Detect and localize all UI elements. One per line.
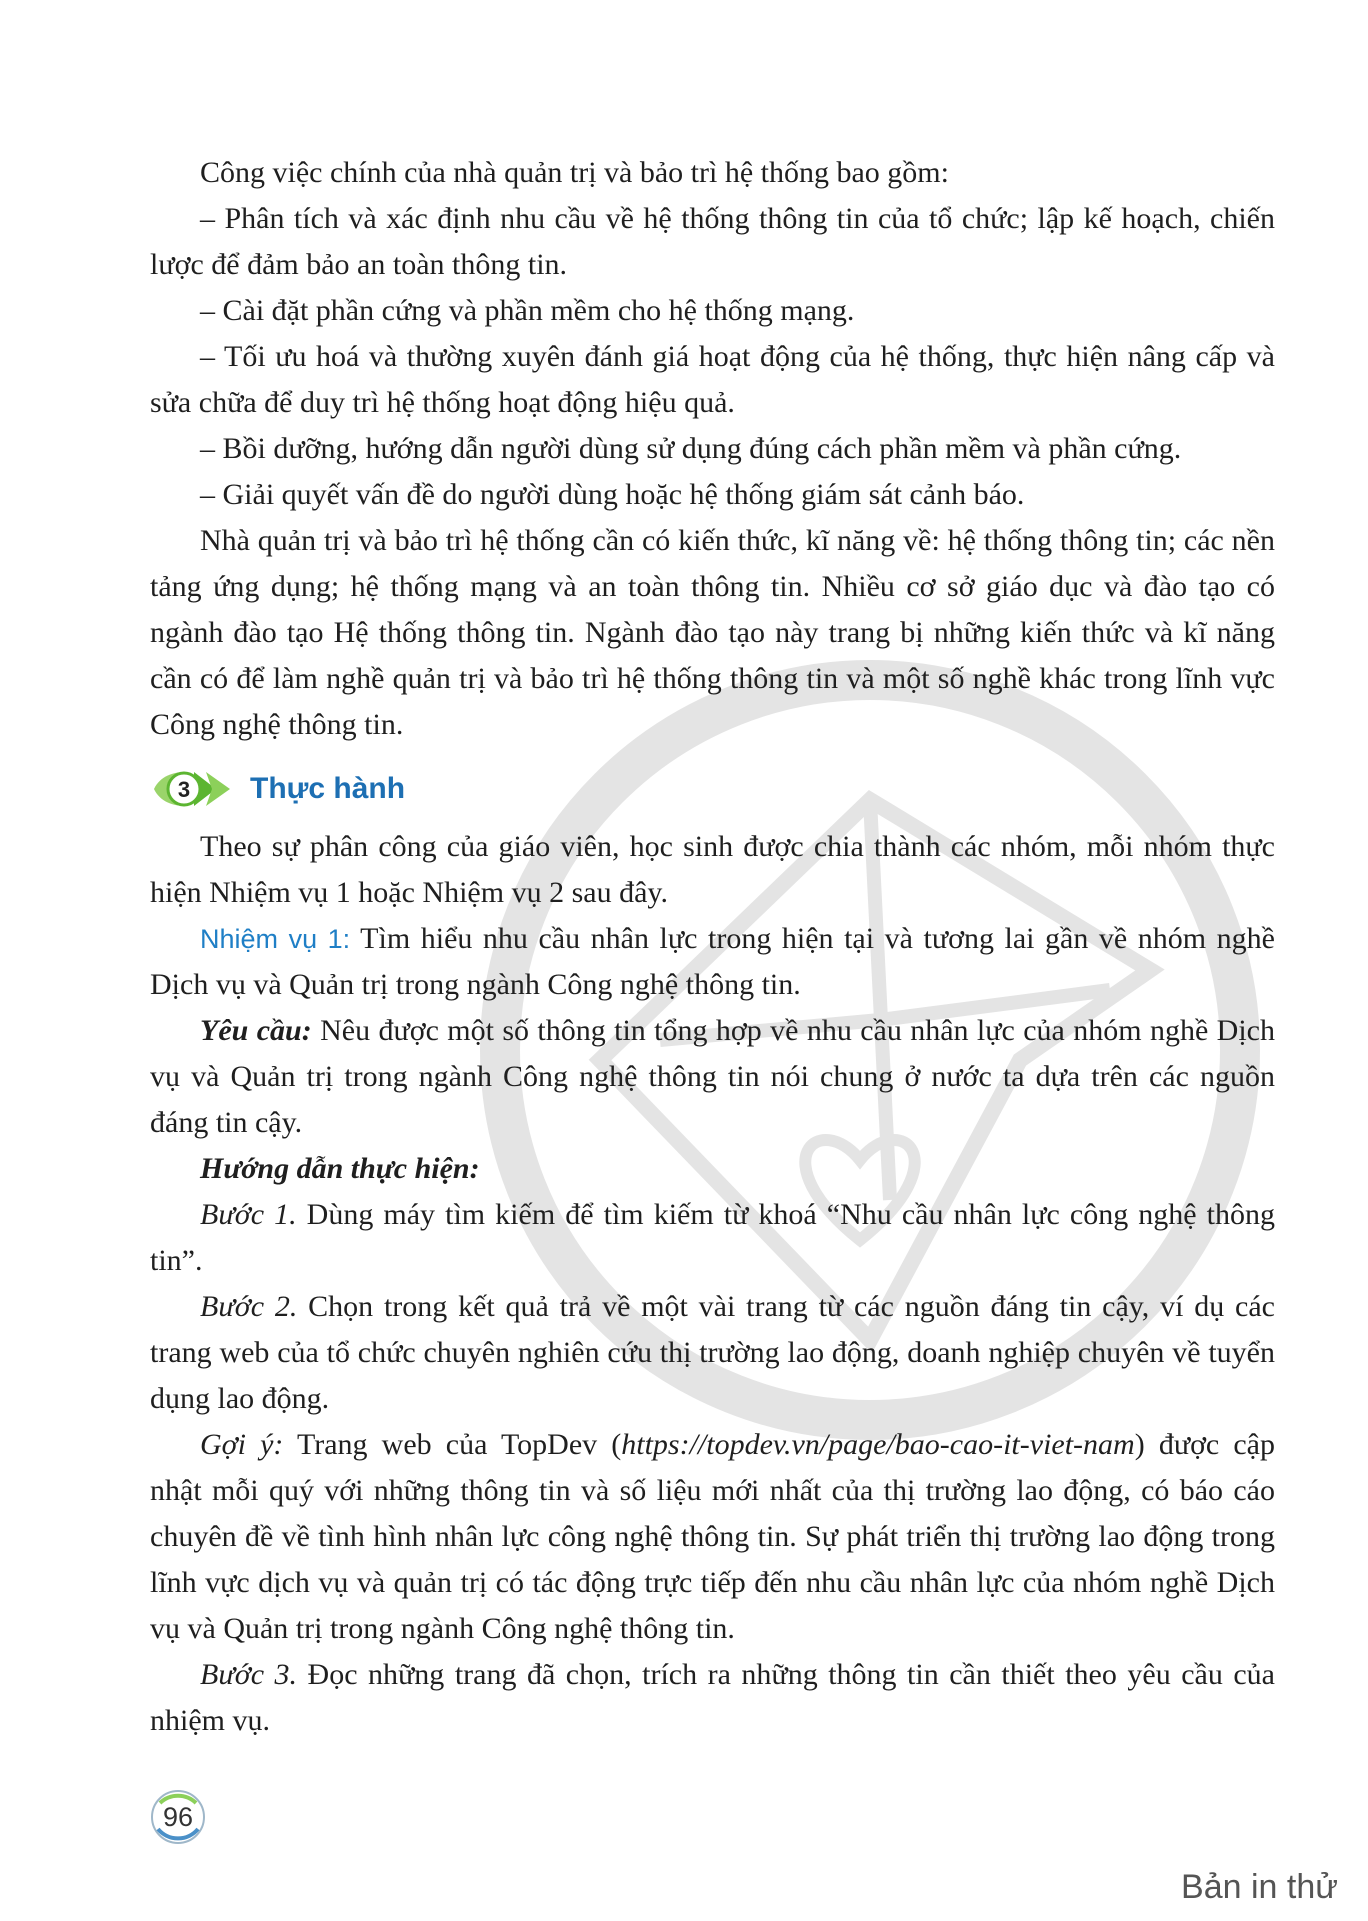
step-2-paragraph [150,1284,1275,1422]
duty-bullet: – Tối ưu hoá và thường xuyên đánh giá hoạt động của hệ thống, thực hiện nâng cấp và sửa chữa để duy trì hệ thống hoạt động hiệu quả. [150,340,1275,419]
hint-paragraph [150,1422,1275,1652]
section-header [150,766,1275,812]
page-number: 96 [162,1801,194,1832]
hint-url-link[interactable]: https://topdev.vn/page/bao-cao-it-viet-nam [621,1428,1135,1461]
section-number-badge [150,766,236,812]
requirement-text: Nêu được một số thông tin tổng hợp về nhu cầu nhân lực của nhóm nghề Dịch vụ và Quản trị trong ngành Công nghệ thông tin nói chung ở nước ta dựa trên các nguồn đáng tin cậy. [150,1014,1275,1139]
guide-heading [150,1146,1275,1192]
duty-bullet: – Giải quyết vấn đề do người dùng hoặc hệ thống giám sát cảnh báo. [200,478,1025,511]
duty-bullet: – Bồi dưỡng, hướng dẫn người dùng sử dụng đúng cách phần mềm và phần cứng. [200,432,1182,465]
duties-intro: Công việc chính của nhà quản trị và bảo trì hệ thống bao gồm: [200,156,949,189]
step-1-paragraph [150,1192,1275,1284]
proof-label: Bản in thử [1181,1868,1338,1906]
hint-text-b: ) được cập nhật mỗi quý với những thông tin và số liệu mới nhất của thị trường lao động, có báo cáo chuyên đề về tình hình nhân lực công nghệ thông tin. Sự phát triển thị trường lao động trong lĩnh vực dịch vụ và quản trị có tác động trực tiếp đến nhu cầu nhân lực của nhóm nghề Dịch vụ và Quản trị trong ngành Công nghệ thông tin. [150,1428,1275,1645]
step-3-paragraph [150,1652,1275,1744]
step-3-text: Đọc những trang đã chọn, trích ra những thông tin cần thiết theo yêu cầu của nhiệm vụ. [150,1658,1275,1737]
step-2-label: Bước 2. [200,1290,298,1323]
guide-label: Hướng dẫn thực hiện: [200,1152,480,1185]
duty-bullet: – Cài đặt phần cứng và phần mềm cho hệ thống mạng. [200,294,855,327]
step-3-label: Bước 3. [200,1658,298,1691]
step-1-label: Bước 1. [200,1198,297,1231]
task-1-paragraph [150,916,1275,1008]
practice-intro: Theo sự phân công của giáo viên, học sinh được chia thành các nhóm, mỗi nhóm thực hiện Nhiệm vụ 1 hoặc Nhiệm vụ 2 sau đây. [150,830,1275,909]
requirement-paragraph [150,1008,1275,1146]
section-number: 3 [177,777,191,802]
section-title: Thực hành [250,772,406,805]
hint-text-a: Trang web của TopDev ( [283,1428,622,1461]
duty-bullet: – Phân tích và xác định nhu cầu về hệ thống thông tin của tổ chức; lập kế hoạch, chiến lược để đảm bảo an toàn thông tin. [150,202,1275,281]
hint-label: Gợi ý: [200,1428,284,1461]
chevron-badge-icon [150,766,236,812]
page-number-badge [148,1787,208,1847]
page-body [150,150,1275,1744]
knowledge-paragraph: Nhà quản trị và bảo trì hệ thống cần có kiến thức, kĩ năng về: hệ thống thông tin; các nền tảng ứng dụng; hệ thống mạng và an toàn thông tin. Nhiều cơ sở giáo dục và đào tạo có ngành đào tạo Hệ thống thông tin. Ngành đào tạo này trang bị những kiến thức và kĩ năng cần có để làm nghề quản trị và bảo trì hệ thống thông tin và một số nghề khác trong lĩnh vực Công nghệ thông tin. [150,524,1275,741]
step-2-text: Chọn trong kết quả trả về một vài trang từ các nguồn đáng tin cậy, ví dụ các trang web của tổ chức chuyên nghiên cứu thị trường lao động, doanh nghiệp chuyên về tuyển dụng lao động. [150,1290,1275,1415]
task-1-label: Nhiệm vụ 1: [200,924,351,954]
step-1-text: Dùng máy tìm kiếm để tìm kiếm từ khoá “Nhu cầu nhân lực công nghệ thông tin”. [150,1198,1276,1277]
requirement-label: Yêu cầu: [200,1014,312,1047]
task-1-text: Tìm hiểu nhu cầu nhân lực trong hiện tại và tương lai gần về nhóm nghề Dịch vụ và Quản trị trong ngành Công nghệ thông tin. [150,922,1275,1001]
